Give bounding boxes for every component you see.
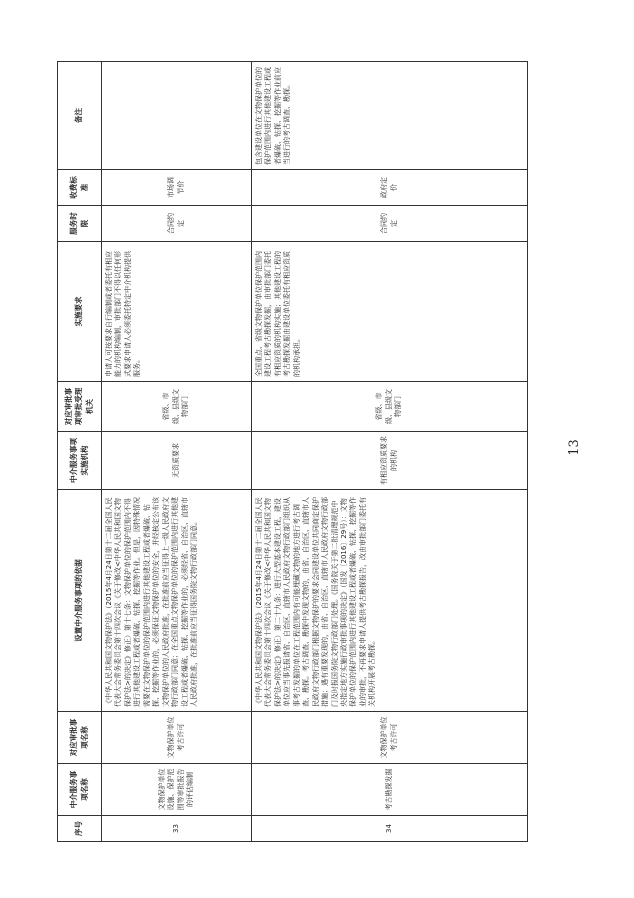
cell-req: 申请人可按要求自行编制或者委托有相应能力的机构编制，审批部门不得以任何形式要求申请人必须委托特定中介机构提供服务。 <box>102 242 252 382</box>
cell-admin: 文物保护单位考古许可 <box>102 712 252 764</box>
header-basis: 设置中介服务事项的依据 <box>58 490 102 712</box>
intermediary-services-table <box>57 61 528 842</box>
cell-authority: 省级、市级、县级文物部门 <box>102 382 252 432</box>
table-row <box>102 62 252 842</box>
header-req: 实施要求 <box>58 242 102 382</box>
cell-seq: 34 <box>252 816 528 842</box>
header-provider: 中介服务事项实施机构 <box>58 432 102 490</box>
header-seq: 序号 <box>58 816 102 842</box>
cell-service: 文物保护单位设施、保护范围等审批报告的评估编制 <box>102 764 252 816</box>
cell-basis: 《中华人民共和国文物保护法》（2015年4月24日第十二届全国人民代表大会常务委员会第十四次会议《关于修改<中华人民共和国文物保护法>的决定》修正）第二十九条：进行大型基本建设工程，建设单位应当事先报请省、自治区、直辖市人民政府文物行政部门组织从事考古发掘的单位在工程范围内有可能埋藏文物的地方进行考古调查、勘探。考古调查、勘探中发现文物的，由省、自治区、直辖市人民政府文物行政部门根据文物保护的要求会同建设单位共同商定保护措施；遇有重要发现的，由省、自治区、直辖市人民政府文物行政部门及时报国务院文物行政部门处理。《国务院关于第二批清理规范中央指定地方实施行政审批事项的决定》（国发〔2016〕29号）：文物保护单位的保护范围内进行其他建设工程或者爆破、钻探、挖掘等作业的审批，不再要求申请人提供考古勘探报告，改由审批部门委托有关机构开展考古勘探。 <box>252 490 528 712</box>
cell-note <box>102 62 252 170</box>
header-admin: 对应审批事项名称 <box>58 712 102 764</box>
header-service: 中介服务事项名称 <box>58 764 102 816</box>
header-authority: 对应审批事项审批受理机关 <box>58 382 102 432</box>
cell-provider: 无资质要求 <box>102 432 252 490</box>
header-note: 备注 <box>58 62 102 170</box>
cell-basis: 《中华人民共和国文物保护法》（2015年4月24日第十二届全国人民代表大会常务委员会第十四次会议《关于修改<中华人民共和国文物保护法>的决定》修正）第十七条：文物保护单位的保护范围内不得进行其他建设工程或者爆破、钻探、挖掘等作业。但是，因特殊情况需要在文物保护单位的保护范围内进行其他建设工程或者爆破、钻探、挖掘等作业的，必须保证文物保护单位的安全，并经核定公布该文物保护单位的人民政府批准，在批准前应当征得上一级人民政府文物行政部门同意；在全国重点文物保护单位的保护范围内进行其他建设工程或者爆破、钻探、挖掘等作业的，必须经省、自治区、直辖市人民政府批准，在批准前应当征得国务院文物行政部门同意。 <box>102 490 252 712</box>
cell-service: 考古勘探发掘 <box>252 764 528 816</box>
header-row <box>58 62 102 842</box>
cell-seq: 33 <box>102 816 252 842</box>
cell-note: 包含建设单位在文物保护单位的保护范围内进行其他建设工程或者爆破、钻探、挖掘等作业前应当进行的考古调查、勘探。 <box>252 62 528 170</box>
cell-fee: 政府定价 <box>252 170 528 206</box>
cell-authority: 省级、市级、县级文物部门 <box>252 382 528 432</box>
cell-time: 合同约定 <box>102 206 252 242</box>
cell-provider: 有相应资质要求的机构 <box>252 432 528 490</box>
cell-time: 合同约定 <box>252 206 528 242</box>
header-fee: 收费标准 <box>58 170 102 206</box>
page-number: 13 <box>566 439 582 456</box>
cell-admin: 文物保护单位考古许可 <box>252 712 528 764</box>
cell-fee: 市场调节价 <box>102 170 252 206</box>
rotated-table-container <box>57 62 527 842</box>
header-time: 服务时限 <box>58 206 102 242</box>
cell-req: 全国重点、省级文物保护单位保护范围内建设工程考古勘探发掘，由审批部门委托有相应资质的机构实施；其他建设工程的考古勘探发掘由建设单位委托有相应资质的机构承担。 <box>252 242 528 382</box>
table-row <box>252 62 528 842</box>
